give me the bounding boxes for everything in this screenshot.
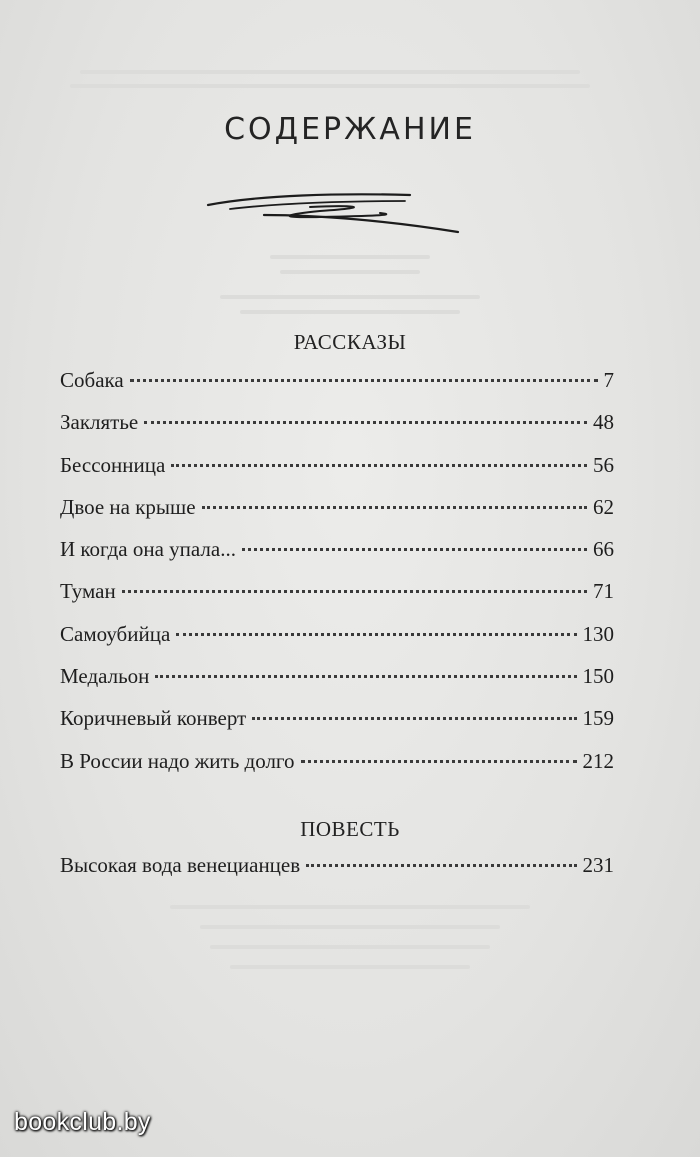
stories-toc-list (60, 368, 614, 791)
watermark-text: bookclub.by (14, 1108, 151, 1136)
toc-entry-title: В России надо жить долго (60, 748, 295, 773)
dot-leader (176, 633, 576, 636)
show-through-line (220, 295, 480, 299)
toc-entry-page: 56 (593, 452, 614, 477)
show-through-line (230, 965, 470, 969)
show-through-line (70, 84, 590, 88)
toc-entry (60, 368, 614, 410)
show-through-line (270, 255, 430, 259)
toc-entry-page: 48 (593, 410, 614, 435)
dot-leader (155, 675, 576, 678)
dot-leader (130, 379, 598, 382)
toc-entry-title: Двое на крыше (60, 494, 196, 519)
dot-leader (202, 506, 587, 509)
show-through-line (80, 70, 580, 74)
dot-leader (171, 464, 587, 467)
dot-leader (301, 760, 577, 763)
toc-entry-page: 159 (582, 706, 614, 731)
toc-entry (60, 495, 614, 537)
dot-leader (252, 717, 576, 720)
dot-leader (122, 590, 587, 593)
toc-entry-title: Туман (60, 579, 116, 604)
section-heading-novella: ПОВЕСТЬ (300, 817, 400, 841)
toc-entry-page: 66 (593, 537, 614, 562)
dot-leader (242, 548, 587, 551)
show-through-line (200, 925, 500, 929)
show-through-line (240, 310, 460, 314)
toc-entry-title: Высокая вода венецианцев (60, 853, 301, 877)
toc-entry (60, 453, 614, 495)
toc-entry-title: Самоубийца (60, 621, 171, 646)
toc-entry-page: 7 (603, 368, 614, 392)
toc-entry (60, 706, 614, 748)
toc-entry-page: 62 (593, 494, 614, 519)
toc-entry (60, 664, 614, 706)
toc-entry-page: 71 (593, 579, 614, 604)
section-heading-stories: РАССКАЗЫ (293, 330, 407, 354)
novella-toc-list (60, 853, 614, 895)
toc-entry (60, 853, 614, 895)
toc-entry-title: Заклятье (60, 410, 139, 435)
toc-entry (60, 749, 614, 791)
show-through-line (210, 945, 490, 949)
toc-entry-title: Коричневый конверт (60, 706, 247, 731)
toc-entry-page: 130 (582, 621, 614, 646)
show-through-line (280, 270, 420, 274)
toc-entry (60, 622, 614, 664)
dot-leader (144, 421, 587, 424)
toc-entry-title: Медальон (60, 664, 150, 689)
signature-flourish (200, 185, 465, 240)
toc-entry-title: Собака (60, 368, 124, 392)
dot-leader (306, 864, 576, 867)
toc-entry (60, 537, 614, 579)
toc-entry-page: 150 (582, 664, 614, 689)
show-through-line (170, 905, 530, 909)
toc-entry-title: И когда она упала... (60, 537, 236, 562)
toc-entry (60, 579, 614, 621)
toc-entry-title: Бессонница (60, 452, 166, 477)
toc-entry (60, 410, 614, 452)
page-title: СОДЕРЖАНИЕ (224, 112, 476, 147)
toc-entry-page: 212 (582, 748, 614, 773)
toc-entry-page: 231 (582, 853, 614, 877)
